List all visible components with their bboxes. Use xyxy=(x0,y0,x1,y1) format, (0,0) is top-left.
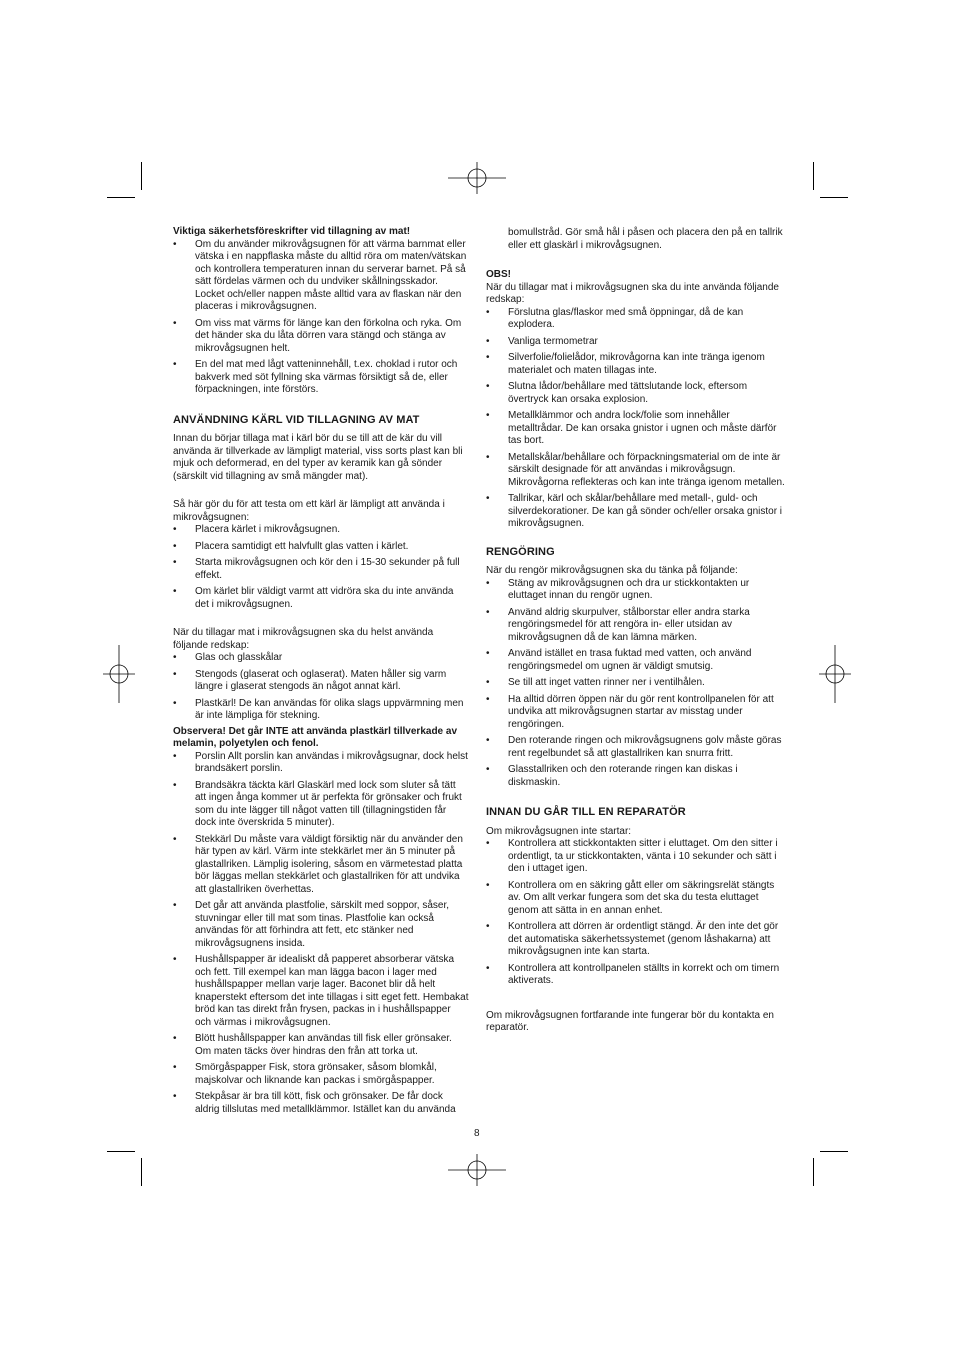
list-item: • Porslin Allt porslin kan användas i mikrovågsugnar, dock helst brandsäkert porslin. xyxy=(173,751,469,776)
right-column xyxy=(486,227,786,1035)
list-item: • Om kärlet blir väldigt varmt att vidröra ska du inte använda det i mikrovågsugnen. xyxy=(173,586,469,611)
list-item: • Ha alltid dörren öppen när du gör rent kontrollpanelen för att undvika att mikrovågsugnen startar av misstag under rengöringen. xyxy=(486,694,786,732)
crop-mark-bl-h xyxy=(107,1151,135,1152)
paragraph: När du rengör mikrovågsugnen ska du tänka på följande: xyxy=(486,565,738,576)
list-item: • Kontrollera om en säkring gått eller om säkringsrelät stängts av. Om allt verkar fungera som det ska du testa eluttaget genom att sätta in en annan enhet. xyxy=(486,880,786,918)
paragraph: När du tillagar mat i mikrovågsugnen ska du helst använda följande redskap: xyxy=(173,627,434,651)
list-item: • Glas och glasskålar xyxy=(173,652,469,665)
list-item: • Kontrollera att stickkontakten sitter i eluttaget. Om den sitter i ordentligt, ta ur stickkontakten, vänta i 10 sekunder och sätt i den i uttaget igen. xyxy=(486,838,786,876)
list-item: • Tallrikar, kärl och skålar/behållare med metall-, guld- och silverdekorationer. De kan gå sönder och/eller orsaka gnistor i mikrovågsugnen. xyxy=(486,493,786,531)
test-list xyxy=(173,524,469,611)
obs-title: OBS! xyxy=(486,269,511,280)
list-item: • Använd istället en trasa fuktad med vatten, och använd rengöringsmedel om ugnen är väldigt smutsig. xyxy=(486,648,786,673)
list-item: • En del mat med lågt vatteninnehåll, t.ex. choklad i rutor och bakverk med söt fyllning ska värmas försiktigt så de, eller förpackningen, inte förstörs. xyxy=(173,359,469,397)
list-item: • Kontrollera att kontrollpanelen ställts in korrekt och om timern aktiverats. xyxy=(486,963,786,988)
list-item: • Stengods (glaserat och oglaserat). Maten håller sig varm längre i glaserat stengods än något annat kärl. xyxy=(173,669,469,694)
list-item: • Om du använder mikrovågsugnen för att värma barnmat eller vätska i en nappflaska måste du alltid röra om maten/vätskan och kontrollera temperaturen innan du serverar barnet. På så sätt fördelas värmen och du undviker skållningsskador. Locket och/eller nappen måste alltid vara av flaskan när den placeras i mikrovågsugnen. xyxy=(173,239,469,314)
clean-list xyxy=(486,578,786,790)
crop-mark-br-v xyxy=(813,1158,814,1186)
prefer-list xyxy=(173,652,469,723)
list-item: • Placera samtidigt ett halvfullt glas vatten i kärlet. xyxy=(173,541,469,554)
list-item: • Metallskålar/behållare och förpackningsmaterial om de inte är särskilt designade för att användas i mikrovågsugn. Mikrovågorna reflekteras och kan inte tränga igenom metallen. xyxy=(486,452,786,490)
list-item: • Stekpåsar är bra till kött, fisk och grönsaker. De får dock aldrig tillslutas med metallklämmor. Istället kan du använda xyxy=(173,1091,469,1116)
list-item: • Smörgåspapper Fisk, stora grönsaker, såsom blomkål, majskolvar och liknande kan packas i smörgåspapper. xyxy=(173,1062,469,1087)
page-number: 8 xyxy=(474,1128,480,1139)
crop-mark-bl-v xyxy=(141,1158,142,1186)
utensil-list xyxy=(173,751,469,1117)
list-item: • Stäng av mikrovågsugnen och dra ur stickkontakten ur eluttaget innan du rengör ugnen. xyxy=(486,578,786,603)
section-heading-rengoring: RENGÖRING xyxy=(486,545,555,558)
section-heading-anvandning: ANVÄNDNING KÄRL VID TILLAGNING AV MAT xyxy=(173,413,420,426)
paragraph: När du tillagar mat i mikrovågsugnen ska du inte använda följande redskap: xyxy=(486,281,779,305)
list-item: • Glasstallriken och den roterande ringen kan diskas i diskmaskin. xyxy=(486,764,786,789)
section-heading-reparator: INNAN DU GÅR TILL EN REPARATÖR xyxy=(486,806,686,818)
crop-mark-tl-v xyxy=(141,162,142,190)
warning-text: Observera! Det går INTE att använda plastkärl tillverkade av melamin, polyetylen och fenol. xyxy=(173,725,458,749)
list-item: • Placera kärlet i mikrovågsugnen. xyxy=(173,524,469,537)
crop-mark-tr-v xyxy=(813,162,814,190)
registration-mark-bottom xyxy=(448,1150,506,1190)
list-item: • Stekkärl Du måste vara väldigt försiktig när du använder den här typen av kärl. Värm inte stekkärlet mer än 5 minuter på glastallriken. Lämplig isolering, såsom en värmetestad platta bör läggas mellan stekkärlet och glastallriken för att undvika att glastallriken överhettas. xyxy=(173,834,469,897)
crop-mark-tl-h xyxy=(107,197,135,198)
paragraph: Om mikrovågsugnen inte startar: xyxy=(486,825,632,837)
obs-list xyxy=(486,307,786,531)
safety-list xyxy=(173,239,469,397)
list-item: • Slutna lådor/behållare med tättslutande lock, eftersom övertryck kan orsaka explosion. xyxy=(486,381,786,406)
list-item: • Silverfolie/folielådor, mikrovågorna kan inte tränga igenom materialet och maten tillagas inte. xyxy=(486,352,786,377)
list-item: • Plastkärl! De kan användas för olika slags uppvärmning men är inte lämpliga för stekning. xyxy=(173,698,469,723)
list-item: • Starta mikrovågsugnen och kör den i 15-30 sekunder på full effekt. xyxy=(173,557,469,582)
list-item: • Hushållspapper är idealiskt då papperet absorberar vätska och fett. Till exempel kan man lägga bacon i lager med hushållspapper mellan varje lager. Baconet blir då helt knaperstekt eftersom det inte tillagas i sitt eget fett. Hembakat bröd kan tas direkt från frysen, packas in i hushållspapper och värmas i mikrovågsugnen. xyxy=(173,954,469,1029)
list-item: • Om viss mat värms för länge kan den förkolna och ryka. Om det händer ska du låta dörren vara stängd och stänga av mikrovågsugnen helt. xyxy=(173,318,469,356)
list-item: • Se till att inget vatten rinner ner i ventilhålen. xyxy=(486,677,786,690)
registration-mark-right xyxy=(815,645,855,703)
list-item: • Vanliga termometrar xyxy=(486,336,786,349)
list-item: • Brandsäkra täckta kärl Glaskärl med lock som sluter så tätt att ingen ånga kommer ut är perfekta för grönsaker och frukt som du inte lägger till något vatten till (tillagningstiden får dock inte överskrida 5 minuter). xyxy=(173,780,469,830)
paragraph: Om mikrovågsugnen fortfarande inte fungerar bör du kontakta en reparatör. xyxy=(486,1009,774,1033)
safety-title: Viktiga säkerhetsföreskrifter vid tillagning av mat! xyxy=(173,226,411,237)
crop-mark-tr-h xyxy=(820,197,848,198)
list-item: • Kontrollera att dörren är ordentligt stängd. Är den inte det gör det automatiska säkerhetssystemet (genom låshakarna) att mikrovågsugnen inte kan starta. xyxy=(486,921,786,959)
paragraph: Så här gör du för att testa om ett kärl är lämpligt att använda i mikrovågsugnen: xyxy=(173,499,445,523)
list-item: • Blött hushållspapper kan användas till fisk eller grönsaker. Om maten täcks över hindras den från att torka ut. xyxy=(173,1033,469,1058)
list-item: • Förslutna glas/flaskor med små öppningar, då de kan explodera. xyxy=(486,307,786,332)
repair-list xyxy=(486,838,786,988)
crop-mark-br-h xyxy=(820,1151,848,1152)
list-item: • Den roterande ringen och mikrovågsugnens golv måste göras rent regelbundet så att glastallriken kan snurra fritt. xyxy=(486,735,786,760)
registration-mark-left xyxy=(99,645,139,703)
list-item: • Metallklämmor och andra lock/folie som innehåller metalltrådar. De kan orsaka gnistor i ugnen och måste därför tas bort. xyxy=(486,410,786,448)
list-item: • Det går att använda plastfolie, särskilt med soppor, såser, stuvningar eller till mat som tinas. Plastfolie kan också användas för att förhindra att fett, etc stänker ned mikrovågsugnens insida. xyxy=(173,900,469,950)
paragraph: Innan du börjar tillaga mat i kärl bör du se till att de kär du vill använda är tillverkade av lämpligt material, viss sorts plast kan bli mjuk och deformerad, en del typer av keramik kan gå sönder (särskilt vid tillagning av små mängder mat). xyxy=(173,433,463,482)
registration-mark-top xyxy=(448,158,506,198)
list-item: • Använd aldrig skurpulver, stålborstar eller andra starka rengöringsmedel för att rengöra in- eller utsidan av mikrovågsugnen då de kan lämna märken. xyxy=(486,607,786,645)
paragraph: bomullstråd. Gör små hål i påsen och placera den på en tallrik eller ett glaskärl i mikrovågsugnen. xyxy=(508,227,783,251)
left-column xyxy=(173,226,469,1120)
